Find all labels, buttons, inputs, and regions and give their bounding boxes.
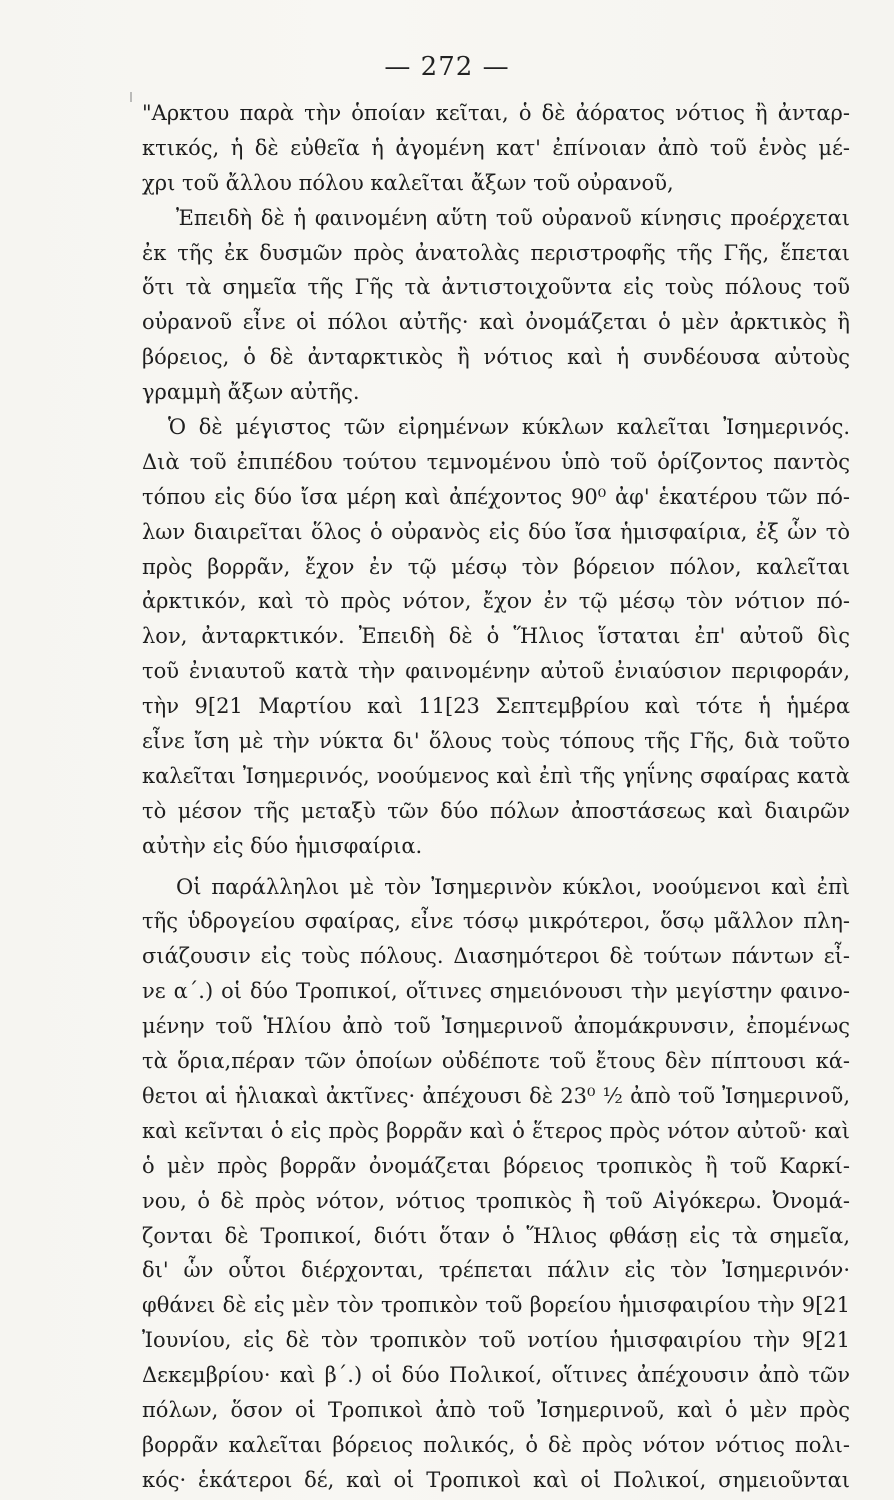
text-line: σιάζουσιν εἰς τοὺς πόλους. Διασημότεροι δὲ τούτων πάντων εἶ- — [142, 944, 850, 969]
text-line: τὴν 9[21 Μαρτίου καὶ 11[23 Σεπτεμβρίου καὶ τότε ἡ ἡμέρα — [142, 694, 850, 719]
text-line: Ἐπειδὴ δὲ ἡ φαινομένη αὕτη τοῦ οὐρανοῦ κίνησις προέρχεται — [176, 205, 850, 230]
text-line: λον, ἀνταρκτικόν. Ἐπειδὴ δὲ ὁ Ἥλιος ἵσταται ἐπ' αὐτοῦ δὶς — [142, 624, 850, 649]
text-line: κός· ἑκάτεροι δέ, καὶ οἱ Τροπικοὶ καὶ οἱ Πολικοί, σημειοῦνται — [142, 1467, 850, 1492]
text-line: τοῦ ἐνιαυτοῦ κατὰ τὴν φαινομένην αὐτοῦ ἐνιαύσιον περιφοράν, — [142, 659, 850, 684]
text-line: δι' ὧν οὗτοι διέρχονται, τρέπεται πάλιν εἰς τὸν Ἰσημερινόν· — [142, 1258, 850, 1283]
text-line: τὰ ὅρια,πέραν τῶν ὁποίων οὐδέποτε τοῦ ἔτους δὲν πίπτουσι κά- — [142, 1049, 850, 1074]
text-line: ἀρκτικόν, καὶ τὸ πρὸς νότον, ἔχον ἐν τῷ μέσῳ τὸν νότιον πό- — [142, 589, 850, 614]
text-line: Δεκεμβρίου· καὶ β΄.) οἱ δύο Πολικοί, οἵτινες ἀπέχουσιν ἀπὸ τῶν — [142, 1363, 850, 1388]
text-line: βορρᾶν καλεῖται βόρειος πολικός, ὁ δὲ πρὸς νότον νότιος πολι- — [142, 1432, 850, 1457]
text-line: τῆς ὑδρογείου σφαίρας, εἶνε τόσῳ μικρότεροι, ὅσῳ μᾶλλον πλη- — [142, 909, 850, 934]
text-line: φθάνει δὲ εἰς μὲν τὸν τροπικὸν τοῦ βορείου ἡμισφαιρίου τὴν 9[21 — [142, 1293, 850, 1318]
text-line: πόλων, ὅσον οἱ Τροπικοὶ ἀπὸ τοῦ Ἰσημερινοῦ, καὶ ὁ μὲν πρὸς — [142, 1397, 850, 1422]
text-line: νε α΄.) οἱ δύο Τροπικοί, οἵτινες σημειόνουσι τὴν μεγίστην φαινο- — [142, 979, 850, 1004]
text-line: θετοι αἱ ἡλιακαὶ ἀκτῖνες· ἀπέχουσι δὲ 23⁰ ½ ἀπὸ τοῦ Ἰσημερινοῦ, — [142, 1083, 850, 1108]
text-line: βόρειος, ὁ δὲ ἀνταρκτικὸς ἢ νότιος καὶ ἡ συνδέουσα αὐτοὺς — [142, 345, 850, 370]
text-line: "Αρκτου παρὰ τὴν ὁποίαν κεῖται, ὁ δὲ ἀόρατος νότιος ἢ ἀνταρ- — [142, 101, 850, 125]
text-line: καλεῖται Ἰσημερινός, νοούμενος καὶ ἐπὶ τῆς γηΐνης σφαίρας κατὰ — [142, 763, 850, 788]
text-line: γραμμὴ ἄξων αὐτῆς. — [142, 380, 360, 405]
text-line: χρι τοῦ ἄλλου πόλου καλεῖται ἄξων τοῦ οὐρανοῦ, — [142, 170, 674, 195]
text-line: τὸ μέσον τῆς μεταξὺ τῶν δύο πόλων ἀποστάσεως καὶ διαιρῶν — [142, 798, 850, 823]
scan-mark — [130, 92, 132, 102]
text-line: Οἱ παράλληλοι μὲ τὸν Ἰσημερινὸν κύκλοι, νοούμενοι καὶ ἐπὶ — [176, 874, 850, 899]
text-line: εἶνε ἴση μὲ τὴν νύκτα δι' ὅλους τοὺς τόπους τῆς Γῆς, διὰ τοῦτο — [142, 729, 850, 754]
text-line: οὐρανοῦ εἶνε οἱ πόλοι αὐτῆς· καὶ ὀνομάζεται ὁ μὲν ἀρκτικὸς ἢ — [142, 310, 850, 335]
text-line: κτικός, ἡ δὲ εὐθεῖα ἡ ἀγομένη κατ' ἐπίνοιαν ἀπὸ τοῦ ἑνὸς μέ- — [142, 135, 850, 160]
page-number: — 272 — — [384, 52, 510, 82]
text-line: Ὁ δὲ μέγιστος τῶν εἰρημένων κύκλων καλεῖται Ἰσημερινός. — [168, 415, 850, 440]
text-line: πρὸς βορρᾶν, ἔχον ἐν τῷ μέσῳ τὸν βόρειον πόλον, καλεῖται — [142, 554, 850, 579]
text-line: αὐτὴν εἰς δύο ἡμισφαίρια. — [142, 833, 423, 858]
text-line: ἐκ τῆς ἐκ δυσμῶν πρὸς ἀνατολὰς περιστροφῆς τῆς Γῆς, ἕπεται — [142, 240, 850, 265]
text-line: τόπου εἰς δύο ἴσα μέρη καὶ ἀπέχοντος 90⁰ ἀφ' ἑκατέρου τῶν πό- — [142, 484, 850, 509]
text-line: ζονται δὲ Τροπικοί, διότι ὅταν ὁ Ἥλιος φθάσῃ εἰς τὰ σημεῖα, — [142, 1223, 850, 1248]
text-line: λων διαιρεῖται ὅλος ὁ οὐρανὸς εἰς δύο ἴσα ἡμισφαίρια, ἐξ ὧν τὸ — [142, 519, 850, 544]
body-text — [142, 96, 850, 1498]
text-line: Ἰουνίου, εἰς δὲ τὸν τροπικὸν τοῦ νοτίου ἡμισφαιρίου τὴν 9[21 — [142, 1328, 850, 1353]
text-line: νου, ὁ δὲ πρὸς νότον, νότιος τροπικὸς ἢ τοῦ Αἰγόκερω. Ὀνομά- — [142, 1188, 850, 1213]
text-line: καὶ κεῖνται ὁ εἰς πρὸς βορρᾶν καὶ ὁ ἕτερος πρὸς νότον αὐτοῦ· καὶ — [142, 1118, 850, 1143]
text-line: ὅτι τὰ σημεῖα τῆς Γῆς τὰ ἀντιστοιχοῦντα εἰς τοὺς πόλους τοῦ — [142, 275, 850, 300]
text-line: μένην τοῦ Ἡλίου ἀπὸ τοῦ Ἰσημερινοῦ ἀπομάκρυνσιν, ἐπομένως — [142, 1014, 850, 1039]
text-line: Διὰ τοῦ ἐπιπέδου τούτου τεμνομένου ὑπὸ τοῦ ὁρίζοντος παντὸς — [142, 449, 850, 474]
text-line: ὁ μὲν πρὸς βορρᾶν ὀνομάζεται βόρειος τροπικὸς ἢ τοῦ Καρκί- — [142, 1153, 850, 1178]
